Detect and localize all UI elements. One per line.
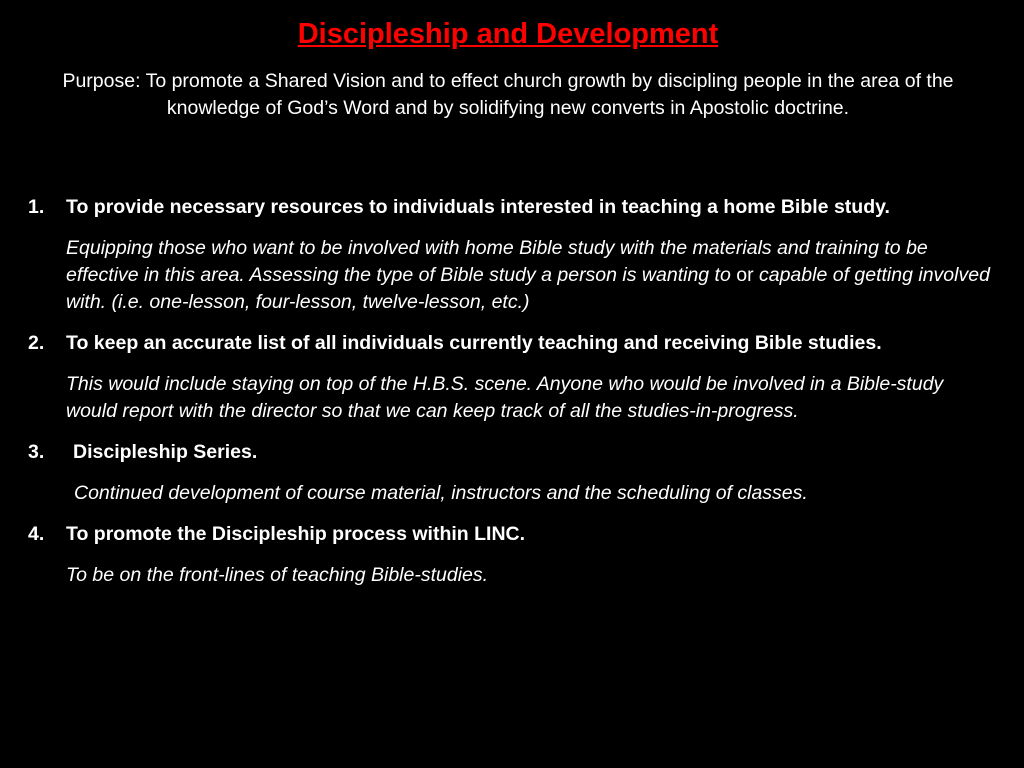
item-description (66, 235, 996, 316)
purpose-statement: Purpose: To promote a Shared Vision and to effect church growth by discipling people in the area of the knowledge of God’s Word and by solidifying new converts in Apostolic doctrine. (62, 70, 954, 119)
item-number: 4. (28, 523, 45, 545)
item-heading: Discipleship Series. (73, 441, 258, 463)
item-description-plain: or (736, 264, 754, 286)
item-heading: To provide necessary resources to individuals interested in teaching a home Bible study. (66, 196, 890, 218)
item-number: 2. (28, 332, 45, 354)
item-description: This would include staying on top of the H.B.S. scene. Anyone who would be involved in a Bible-study would report with the director so that we can keep track of all the studies-in-progress. (66, 373, 944, 422)
item-description-text-2: capable of getting involved with. (i.e. one-lesson, four-lesson, twelve-lesson, etc.) (66, 264, 990, 313)
item-number: 3. (28, 441, 45, 463)
slide-title: Discipleship and Development (297, 18, 719, 50)
list-item (28, 439, 996, 507)
item-description: To be on the front-lines of teaching Bible-studies. (66, 564, 489, 586)
list-item (28, 330, 996, 425)
objectives-list (28, 194, 996, 589)
item-heading: To keep an accurate list of all individuals currently teaching and receiving Bible studies. (66, 332, 882, 354)
item-heading: To promote the Discipleship process within LINC. (66, 523, 526, 545)
list-item (28, 521, 996, 589)
item-description: Continued development of course material, instructors and the scheduling of classes. (74, 482, 808, 504)
item-description-text: Equipping those who want to be involved with home Bible study with the materials and training to be effective in this area. Assessing the type of Bible study a person is wanting to (66, 237, 928, 286)
item-number: 1. (28, 196, 45, 218)
list-item (28, 194, 996, 316)
